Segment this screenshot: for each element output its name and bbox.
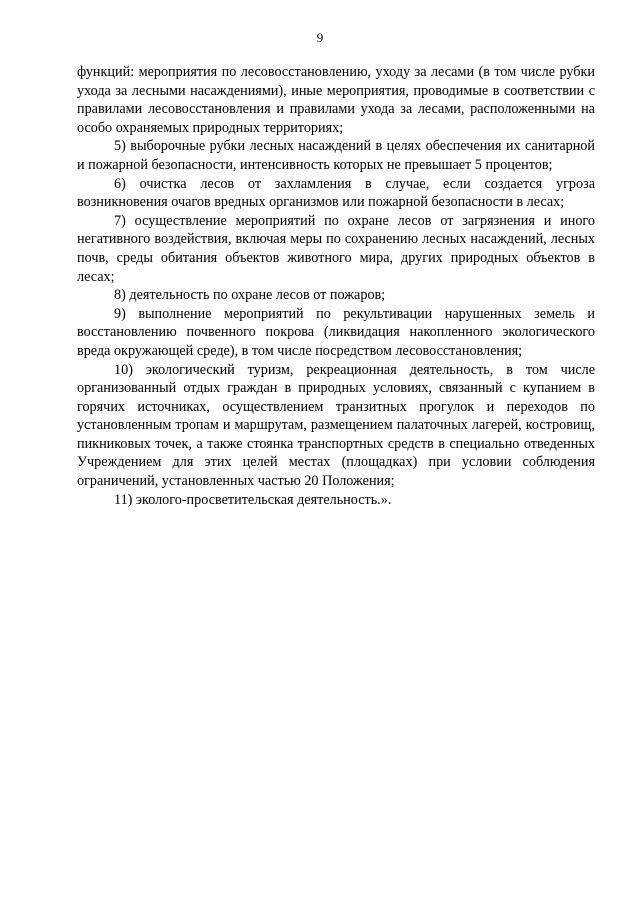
document-body (77, 63, 595, 509)
page-number: 9 (316, 30, 324, 45)
list-item-8: 8) деятельность по охране лесов от пожаров; (114, 287, 386, 304)
list-item-10: 10) экологический туризм, рекреационная деятельность, в том числе организованный отдых граждан в природных условиях, связанный с купанием в горячих источниках, осуществлением транзитных прогулок и переходов по установленным тропам и маршрутам, размещением палаточных лагерей, костровищ, пикниковых точек, а также стоянка транспортных средств в специально отведенных Учреждением для этих целей местах (площадках) при условии соблюдения ограничений, установленных частью 20 Положения; (77, 361, 595, 490)
list-item-9: 9) выполнение мероприятий по рекультивации нарушенных земель и восстановлению почвенного покрова (ликвидация накопленного экологического вреда окружающей среде), в том числе посредством лесовосстановления; (77, 305, 595, 359)
list-item-11: 11) эколого-просветительская деятельность.». (114, 491, 392, 508)
paragraph-continuation: функций: мероприятия по лесовосстановлению, уходу за лесами (в том числе рубки ухода за лесными насаждениями), иные мероприятия, проводимые в соответствии с правилами лесовосстановления и правилами ухода за лесами, расположенными на особо охраняемых природных территориях; (77, 64, 595, 136)
list-item-7: 7) осуществление мероприятий по охране лесов от загрязнения и иного негативного воздействия, включая меры по сохранению лесных насаждений, лесных почв, среды обитания объектов животного мира, других природных объектов в лесах; (77, 212, 595, 285)
list-item-6: 6) очистка лесов от захламления в случае, если создается угроза возникновения очагов вредных организмов или пожарной безопасности в лесах; (77, 175, 595, 211)
list-item-5: 5) выборочные рубки лесных насаждений в целях обеспечения их санитарной и пожарной безопасности, интенсивность которых не превышает 5 процентов; (77, 138, 595, 173)
